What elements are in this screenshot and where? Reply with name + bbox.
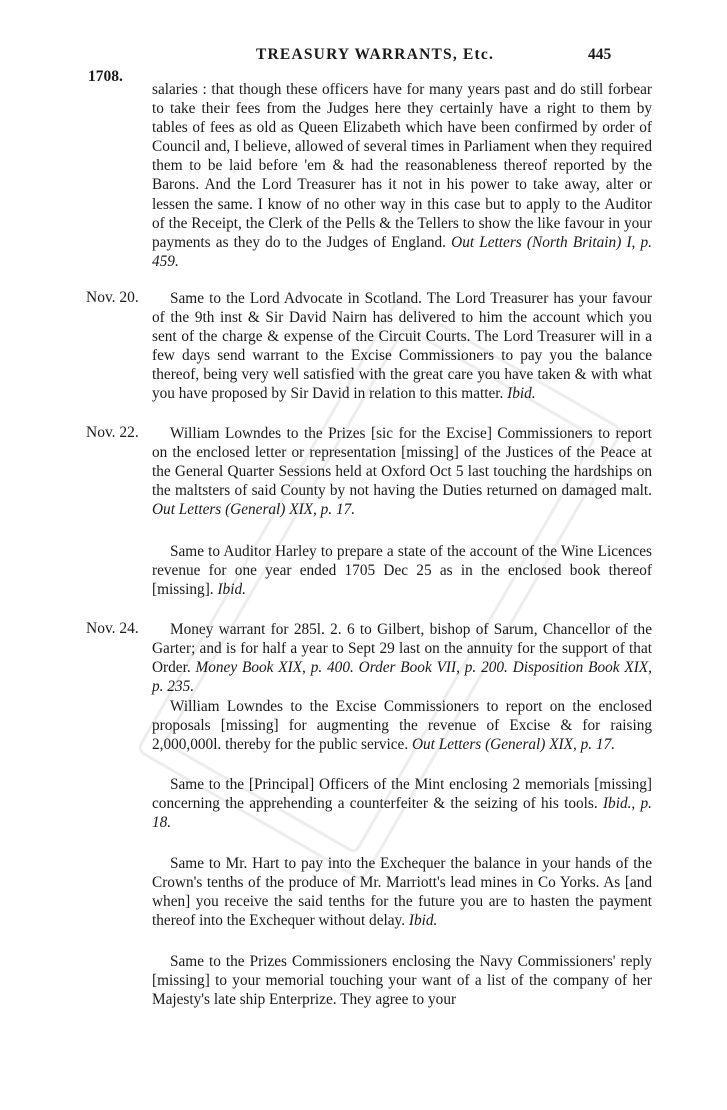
entry-text — [152, 854, 652, 930]
entry-reference: Ibid., p. 18. — [152, 795, 652, 832]
entry-text — [152, 542, 652, 599]
entry-body: salaries : that though these officers have for many years past and do still forbear to take their fees from the Judges here they certainly have a right to them by tables of fees as old as Queen Elizabeth which have been confirmed by order of Council and, I believe, allowed of several times in Parliament when they required them to be laid before 'em & had the reasonableness thereof reported by the Barons. And the Lord Treasurer has it not in his power to take away, alter or lessen the same. I know of no other way in this case but to apply to the Auditor of the Receipt, the Clerk of the Pells & the Tellers to show the like favour in your payments as they do to the Judges of England. — [152, 81, 652, 251]
entry-text — [152, 697, 652, 754]
entry-body: Money warrant for 285l. 2. 6 to Gilbert, bishop of Sarum, Chancellor of the Garter; and is for half a year to Sept 29 last on the annuity for the support of that Order. — [152, 621, 652, 677]
entry-body: William Lowndes to the Excise Commissioners to report on the enclosed proposals [missing] for augmenting the revenue of Excise & for raising 2,000,000l. thereby for the public service. — [152, 698, 652, 754]
entry-text — [152, 80, 652, 271]
entry-date: Nov. 20. — [86, 289, 139, 306]
entry-text — [152, 952, 652, 1009]
entry-body: Same to the Lord Advocate in Scotland. The Lord Treasurer has your favour of the 9th inst & Sir David Nairn has delivered to him the account which you sent of the charge & expense of the Circuit Courts. The Lord Treasurer will in a few days send warrant to the Excise Commissioners to pay you the balance thereof, being very well satisfied with the great care you have taken & with what you have proposed by Sir David in relation to this matter. — [152, 290, 652, 403]
entry-reference: Out Letters (General) XIX, p. 17. — [152, 501, 356, 519]
entry-body: Same to Mr. Hart to pay into the Exchequer the balance in your hands of the Crown's tenths of the produce of Mr. Marriott's lead mines in Co Yorks. As [and when] you receive the said tenths for the future you are to hasten the payment thereof into the Exchequer without delay. — [152, 855, 652, 930]
entry-reference: Ibid. — [408, 912, 438, 930]
page-number: 445 — [588, 46, 612, 63]
entry-date: Nov. 24. — [86, 620, 139, 637]
entry-body: William Lowndes to the Prizes [sic for the Excise] Commissioners to report on the enclosed letter or representation [missing] of the Justices of the Peace at the General Quarter Sessions held at Oxford Oct 5 last touching the hardships on the maltsters of said County by not having the Duties returned on damaged malt. — [152, 425, 652, 500]
entry-text — [152, 620, 652, 696]
entry-reference: Ibid. — [217, 581, 246, 599]
entry-body: Same to the Prizes Commissioners enclosing the Navy Commissioners' reply [missing] to your memorial touching your want of a list of the company of her Majesty's late ship Enterprize. They agree to your — [152, 953, 652, 1009]
entry-body: Same to the [Principal] Officers of the Mint enclosing 2 memorials [missing] concerning the apprehending a counterfeiter & the seizing of his tools. — [152, 776, 652, 813]
page-header — [0, 46, 727, 68]
entry-reference: Out Letters (North Britain) I, p. 459. — [152, 233, 652, 270]
entry-reference: Out Letters (General) XIX, p. 17. — [411, 736, 616, 754]
margin-year: 1708. — [88, 68, 123, 85]
running-title: TREASURY WARRANTS, Etc. — [256, 46, 495, 63]
entry-text — [152, 775, 652, 832]
entry-body: Same to Auditor Harley to prepare a state of the account of the Wine Licences revenue for one year ended 1705 Dec 25 as in the enclosed book thereof [missing]. — [152, 543, 652, 599]
entry-reference: Money Book XIX, p. 400. Order Book VII, p. 200. Disposition Book XIX, p. 235. — [152, 659, 652, 696]
entry-date: Nov. 22. — [86, 424, 139, 441]
entry-text — [152, 424, 652, 519]
entry-reference: Ibid. — [507, 385, 536, 403]
entry-text — [152, 289, 652, 404]
